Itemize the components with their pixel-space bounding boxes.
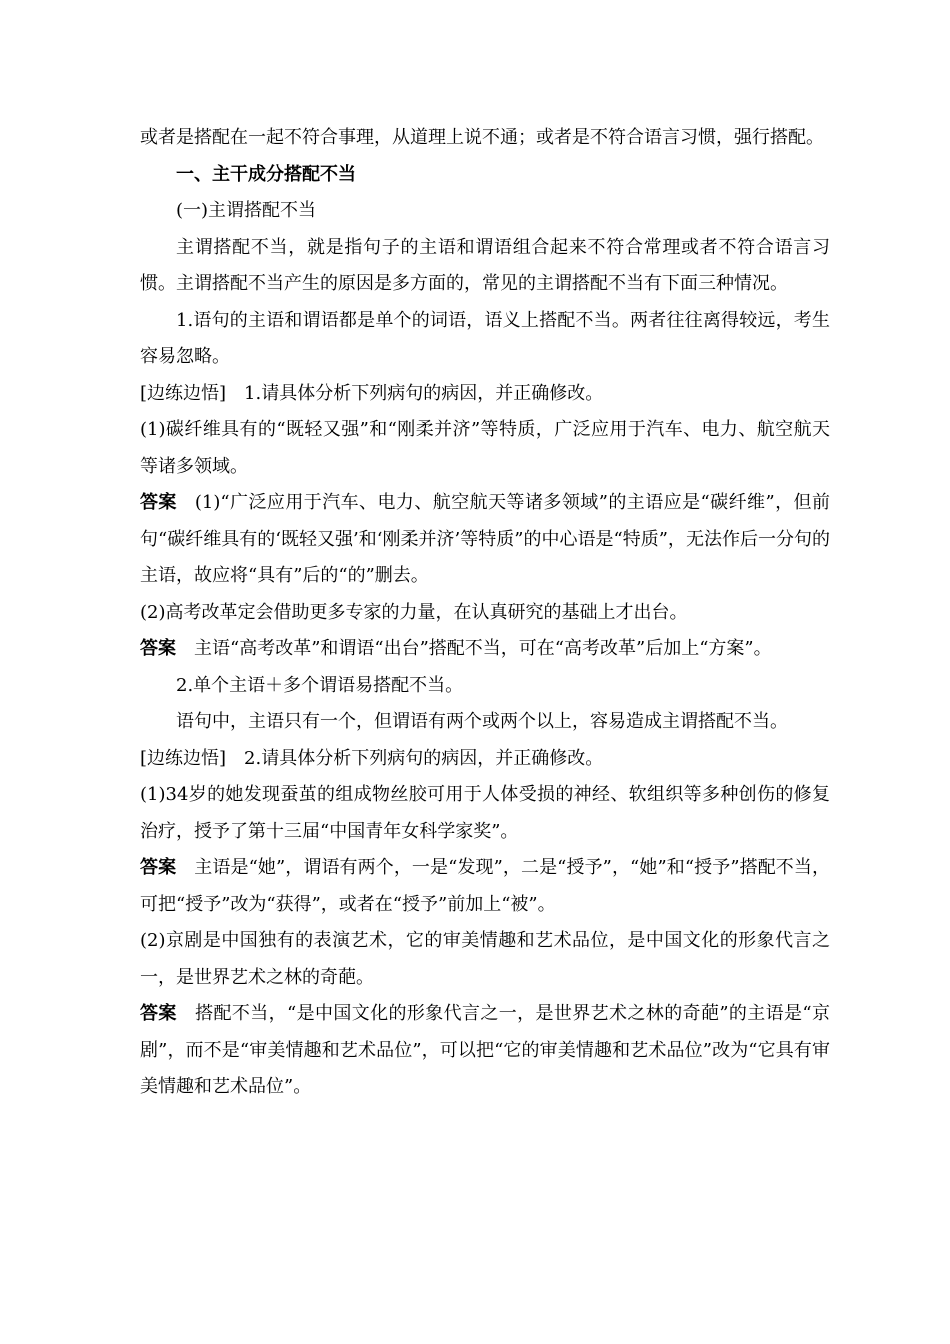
answer-2-2 (140, 996, 830, 1106)
answer-1-2 (140, 631, 830, 668)
point-2-description: 语句中，主语只有一个，但谓语有两个或两个以上，容易造成主谓搭配不当。 (176, 711, 788, 732)
question-2-1: (1)34岁的她发现蚕茧的组成物丝胶可用于人体受损的神经、软组织等多种创伤的修复治疗，授予了第十三届“中国青年女科学家奖”。 (140, 784, 830, 842)
answer-label: 答案 (140, 492, 177, 513)
answer-text: (1)“广泛应用于汽车、电力、航空航天等诸多领域”的主语应是“碳纤维”，但前句“碳纤维具有的‘既轻又强’和‘刚柔并济’等特质”的中心语是“特质”，无法作后一分句的主语，故应将“具有”后的“的”删去。 (140, 492, 830, 586)
intro-paragraph: 或者是搭配在一起不符合事理，从道理上说不通；或者是不符合语言习惯，强行搭配。 (140, 127, 824, 148)
practice-tag: [边练边悟] (140, 382, 227, 404)
answer-label: 答案 (140, 638, 176, 659)
question-2-2: (2)京剧是中国独有的表演艺术，它的审美情趣和艺术品位，是中国文化的形象代言之一，是世界艺术之林的奇葩。 (140, 930, 830, 988)
section-heading: 一、主干成分搭配不当 (176, 163, 356, 185)
answer-1-1 (140, 485, 830, 595)
question-1-2: (2)高考改革定会借助更多专家的力量，在认真研究的基础上才出台。 (140, 601, 688, 623)
answer-text: 搭配不当，“是中国文化的形象代言之一，是世界艺术之林的奇葩”的主语是“京剧”，而不是“审美情趣和艺术品位”，可以把“它的审美情趣和艺术品位”改为“它具有审美情趣和艺术品位”。 (140, 1003, 831, 1097)
practice-tag: [边练边悟] (140, 747, 227, 769)
practice-1-prompt (140, 376, 830, 413)
answer-text: 主语“高考改革”和谓语“出台”搭配不当，可在“高考改革”后加上“方案”。 (194, 638, 772, 659)
subsection-heading: (一)主谓搭配不当 (176, 200, 317, 221)
question-1-1: (1)碳纤维具有的“既轻又强”和“刚柔并济”等特质，广泛应用于汽车、电力、航空航天等诸多领域。 (140, 419, 830, 477)
answer-label: 答案 (140, 857, 177, 878)
definition-paragraph: 主谓搭配不当，就是指句子的主语和谓语组合起来不符合常理或者不符合语言习惯。主谓搭配不当产生的原因是多方面的，常见的主谓搭配不当有下面三种情况。 (140, 236, 830, 294)
point-2-paragraph: 2.单个主语＋多个谓语易搭配不当。 (176, 674, 464, 696)
practice-2-prompt (140, 741, 830, 778)
answer-text: 主语是“她”，谓语有两个，一是“发现”，二是“授予”，“她”和“授予”搭配不当，可把“授予”改为“获得”，或者在“授予”前加上“被”。 (140, 857, 831, 915)
document-page (140, 120, 830, 1106)
practice-text: 2.请具体分析下列病句的病因，并正确修改。 (244, 747, 604, 769)
practice-text: 1.请具体分析下列病句的病因，并正确修改。 (244, 382, 604, 404)
answer-2-1 (140, 850, 830, 923)
point-1-paragraph: 1.语句的主语和谓语都是单个的词语，语义上搭配不当。两者往往离得较远，考生容易忽略。 (140, 309, 830, 367)
answer-label: 答案 (140, 1003, 177, 1024)
